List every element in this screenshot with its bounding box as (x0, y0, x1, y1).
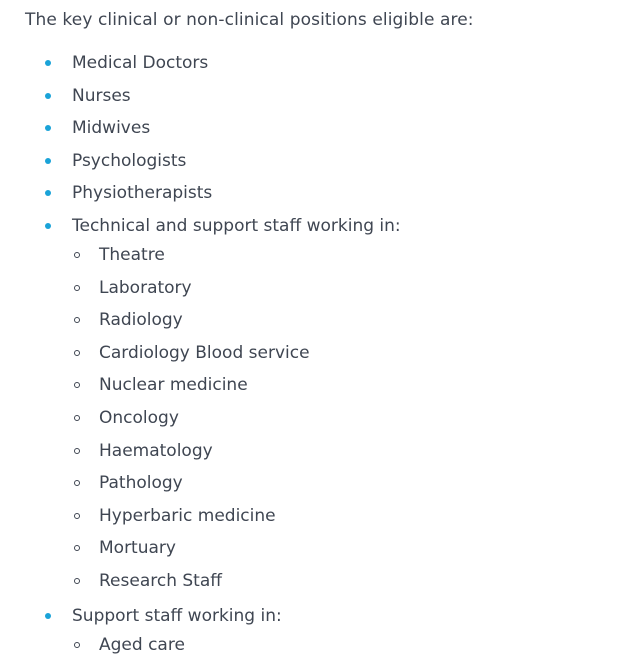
bullet-icon (45, 190, 51, 196)
bullet-icon (45, 223, 51, 229)
list-item (0, 52, 640, 74)
bullet-icon (45, 613, 51, 619)
list-item-label: Support staff working in: (72, 605, 282, 626)
intro-paragraph: The key clinical or non-clinical positions eligible are: (25, 10, 474, 30)
list-item-label: Physiotherapists (72, 183, 213, 204)
circle-bullet-icon (74, 317, 80, 323)
sublist-item-label: Pathology (99, 473, 183, 494)
sublist-item (72, 505, 640, 527)
bullet-icon (45, 158, 51, 164)
circle-bullet-icon (74, 578, 80, 584)
list-item (0, 182, 640, 204)
list-item-technical-staff (0, 215, 640, 592)
sublist-item (72, 277, 640, 299)
sublist-item (72, 407, 640, 429)
bullet-icon (45, 60, 51, 66)
list-item (0, 85, 640, 107)
circle-bullet-icon (74, 252, 80, 258)
circle-bullet-icon (74, 415, 80, 421)
list-item (0, 117, 640, 139)
sublist-item-label: Oncology (99, 407, 179, 428)
sublist-item-label: Aged care (99, 634, 185, 655)
circle-bullet-icon (74, 285, 80, 291)
list-item (0, 150, 640, 172)
sublist-item (72, 537, 640, 559)
list-item-label: Medical Doctors (72, 53, 209, 73)
sublist-item-label: Research Staff (99, 570, 222, 591)
eligible-positions-list (0, 52, 640, 667)
sublist-item (72, 244, 640, 266)
sublist-item-label: Cardiology Blood service (99, 342, 310, 363)
bullet-icon (45, 93, 51, 99)
sublist-item-label: Nuclear medicine (99, 375, 248, 396)
sublist-item-label: Mortuary (99, 538, 176, 559)
circle-bullet-icon (74, 448, 80, 454)
bullet-icon (45, 125, 51, 131)
sublist-item-label: Theatre (99, 244, 165, 265)
list-item-label: Psychologists (72, 150, 187, 171)
circle-bullet-icon (74, 513, 80, 519)
sublist-item-label: Laboratory (99, 277, 192, 298)
sublist-item (72, 570, 640, 592)
circle-bullet-icon (74, 350, 80, 356)
circle-bullet-icon (74, 642, 80, 648)
list-item-label: Midwives (72, 118, 151, 139)
technical-areas-sublist (72, 244, 640, 592)
sublist-item-label: Haematology (99, 440, 213, 461)
list-item-label: Nurses (72, 85, 131, 106)
list-item-label: Technical and support staff working in: (72, 215, 401, 236)
sublist-item (72, 342, 640, 364)
sublist-item (72, 374, 640, 396)
sublist-item (72, 440, 640, 462)
sublist-item (72, 472, 640, 494)
support-areas-sublist (72, 634, 640, 656)
sublist-item-label: Radiology (99, 310, 183, 331)
circle-bullet-icon (74, 480, 80, 486)
sublist-item (72, 634, 640, 656)
circle-bullet-icon (74, 382, 80, 388)
list-item-support-staff (0, 605, 640, 656)
sublist-item (72, 309, 640, 331)
circle-bullet-icon (74, 545, 80, 551)
sublist-item-label: Hyperbaric medicine (99, 505, 276, 526)
